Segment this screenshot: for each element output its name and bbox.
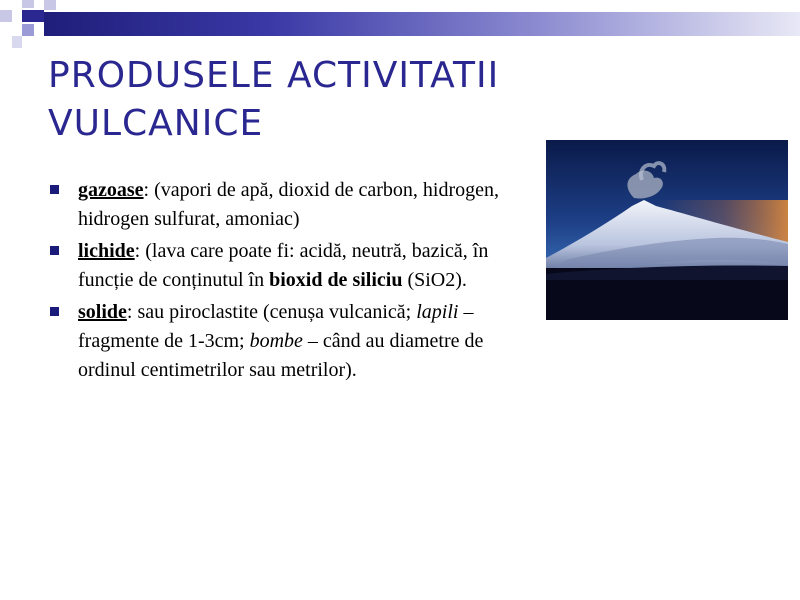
item-text: – fragmente de 1-3cm;: [78, 301, 474, 352]
item-text: : sau piroclastite (cenușa vulcanică;: [126, 301, 417, 323]
term-lichide: lichide: [78, 240, 135, 262]
title-line-1: PRODUSELE ACTIVITATII: [48, 55, 500, 96]
decor-square: [22, 10, 44, 22]
list-item: [50, 237, 540, 295]
slide-title: [48, 52, 588, 148]
item-text: : (vapori de apă, dioxid de carbon, hidrogen, hidrogen sulfurat, amoniac): [78, 179, 499, 230]
decor-square: [12, 10, 22, 22]
square-bullet-icon: [50, 307, 59, 316]
term-gazoase: gazoase: [78, 179, 144, 201]
decor-square: [22, 24, 34, 36]
item-text-tail: (SiO2).: [402, 269, 467, 291]
square-bullet-icon: [50, 246, 59, 255]
title-line-2: VULCANICE: [48, 103, 264, 144]
title-gradient-bar: [44, 12, 800, 36]
square-bullet-icon: [50, 185, 59, 194]
item-text: – când au diametre de ordinul centimetrilor sau metrilor).: [78, 330, 484, 381]
item-italic-lapili: lapili: [416, 301, 459, 323]
item-bold-text: bioxid de siliciu: [269, 269, 403, 291]
item-text: : (lava care poate fi: acidă, neutră, bazică, în funcție de conținutul în: [78, 240, 489, 291]
item-italic-bombe: bombe: [249, 330, 303, 352]
term-solide: solide: [78, 301, 127, 323]
decor-square: [0, 10, 12, 22]
volcano-photo: [546, 140, 788, 320]
list-item: [50, 176, 540, 234]
decor-square: [12, 36, 22, 48]
bullet-list: [50, 176, 540, 388]
list-item: [50, 298, 540, 385]
decor-square: [44, 0, 56, 10]
decor-square: [22, 0, 34, 8]
